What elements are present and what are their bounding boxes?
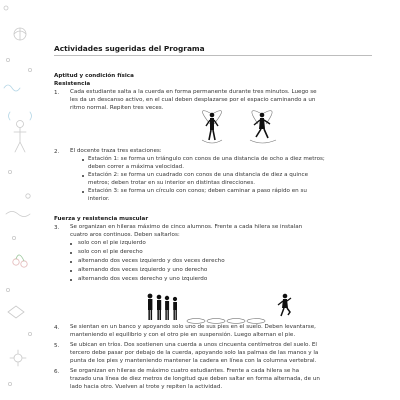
activity-text-line: Se sientan en un banco y apoyando solo uno de sus pies en el suelo. Deben levantarse, xyxy=(70,324,316,330)
section-heading: Aptitud y condición física xyxy=(54,73,134,79)
activity-text-line: manteniendo el equilibrio y con el otro pie en suspensión. Luego alternan el pie. xyxy=(70,332,296,338)
jump-option: alternando dos veces derecho y uno izquierdo xyxy=(78,276,208,282)
station-text-line: Estación 3: se forma un círculo con conos; deben caminar a paso rápido en su xyxy=(88,188,307,194)
jumper-figure-icon xyxy=(202,111,222,143)
activity-text-line: El docente traza tres estaciones: xyxy=(70,148,162,154)
document-page xyxy=(54,0,374,400)
activity-text-line: tercero debe pasar por debajo de la cuerda, apoyando solo las palmas de las manos y la xyxy=(70,350,319,356)
jump-option: alternando dos veces izquierdo y dos veces derecho xyxy=(78,258,225,264)
title-divider xyxy=(54,55,372,56)
activity-text-line: trazado una línea de diez metros de longitud que deben saltar en forma alternada, de un xyxy=(70,376,320,382)
hopping-student-icon xyxy=(278,294,291,316)
doodle-child-head-icon xyxy=(17,121,24,128)
activity-number: 4. xyxy=(54,325,60,331)
doodle-dot-icon xyxy=(6,58,9,61)
activity-text-line: punta de los pies y manteniendo mantener la cadera en línea con la columna vertebral. xyxy=(70,358,317,364)
page-title: Actividades sugeridas del Programa xyxy=(54,44,205,53)
bullet-marker xyxy=(82,159,84,161)
activity-text-line: lado hacia otro. Vuelven al trote y repiten la actividad. xyxy=(70,384,223,390)
hoops-illustration xyxy=(138,288,298,326)
doodle-dot-icon xyxy=(4,6,8,10)
bullet-marker xyxy=(70,252,72,254)
bullet-marker xyxy=(70,261,72,263)
station-text-line: Estación 1: se forma un triángulo con conos de una distancia de ocho a diez metros; xyxy=(88,156,325,162)
station-text-line: Estación 2: se forma un cuadrado con conos de una distancia de diez a quince xyxy=(88,172,309,178)
doodle-dot-icon xyxy=(8,382,11,385)
bullet-marker xyxy=(70,243,72,245)
activity-text-line: Cada estudiante salta a la cuerda en forma permanente durante tres minutos. Luego se xyxy=(70,89,317,95)
margin-doodles xyxy=(0,0,42,400)
doodle-dot-icon xyxy=(8,170,11,173)
subsection-heading: Resistencia xyxy=(54,81,91,87)
activity-number: 2. xyxy=(54,149,60,155)
section-heading: Fuerza y resistencia muscular xyxy=(54,216,149,222)
hoop-row-icon xyxy=(187,319,265,324)
activity-number: 6. xyxy=(54,369,60,375)
doodle-dot-icon xyxy=(6,288,9,291)
station-text-line: interior. xyxy=(88,196,110,202)
doodle-cherry-icon xyxy=(13,259,19,265)
student-line-icon xyxy=(148,294,178,320)
station-text-line: deben correr a máxima velocidad. xyxy=(88,164,184,170)
doodle-dot-icon xyxy=(28,68,31,71)
doodle-dot-icon xyxy=(26,194,30,198)
jump-option: solo con el pie izquierdo xyxy=(78,240,146,246)
jump-rope-illustration xyxy=(196,110,304,144)
activity-text-line: cuatro aros continuos. Deben saltarlos: xyxy=(70,232,180,238)
activity-text-line: ritmo normal. Repiten tres veces. xyxy=(70,105,164,111)
doodle-dot-icon xyxy=(12,236,15,239)
bullet-marker xyxy=(82,175,84,177)
station-text-line: metros; deben trotar en su interior en distintas direcciones. xyxy=(88,180,256,186)
bullet-marker xyxy=(70,270,72,272)
jump-option: solo con el pie derecho xyxy=(78,249,143,255)
activity-number: 5. xyxy=(54,343,60,349)
jumper-figure-icon xyxy=(250,111,276,143)
activity-text-line: Se organizan en hileras de máximo cuatro estudiantes. Frente a cada hilera se ha xyxy=(70,368,300,374)
jump-option: alternando dos veces izquierdo y uno derecho xyxy=(78,267,208,273)
activity-text-line: Se ubican en tríos. Dos sostienen una cuerda a unos cincuenta centímetros del suelo. El xyxy=(70,342,317,348)
doodle-flower-icon xyxy=(14,354,22,362)
bullet-marker xyxy=(82,191,84,193)
bullet-marker xyxy=(70,279,72,281)
doodle-dot-icon xyxy=(28,332,31,335)
activity-text-line: Se organizan en hileras máximo de cinco alumnos. Frente a cada hilera se instalan xyxy=(70,224,303,230)
activity-number: 3. xyxy=(54,225,60,231)
activity-text-line: les da un descanso activo, en el cual deben desplazarse por el espacio caminando a un xyxy=(70,97,316,103)
activity-number: 1. xyxy=(54,90,60,96)
